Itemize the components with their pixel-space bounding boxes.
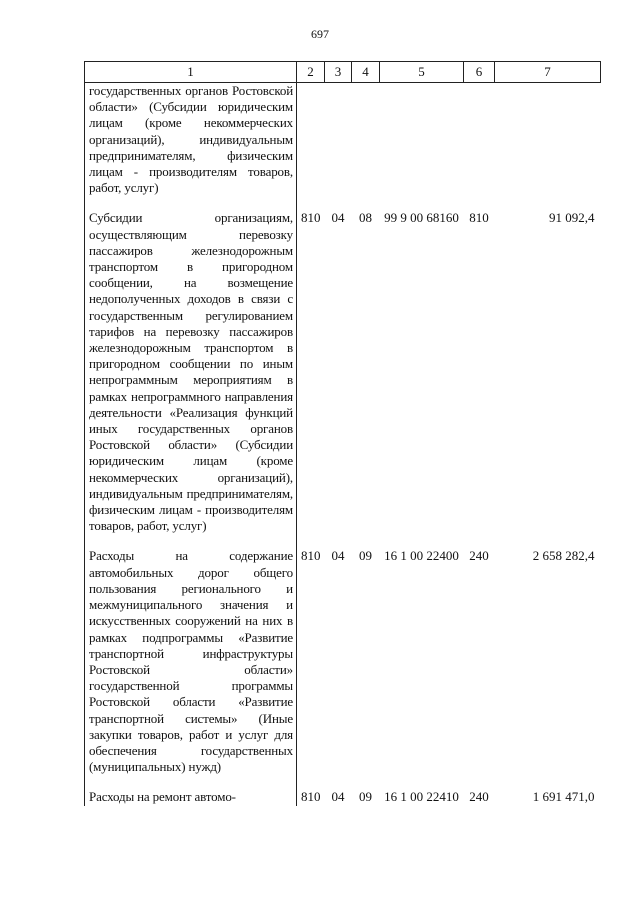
row-code-ministry: 810 bbox=[301, 548, 321, 564]
row-gap bbox=[85, 196, 601, 210]
row-code-subsection: 09 bbox=[359, 789, 372, 805]
row-amount bbox=[495, 83, 601, 197]
row-code-target: 99 9 00 68160 bbox=[384, 210, 459, 226]
row-description: Субсидии организациям, осуществляющим перевозку пассажиров железнодорожным транспортом в пригородном сообщении, на возмещение недополученных доходов в связи с государственным регулированием тарифов на перевозку пассажиров железнодорожным транспортом в пригородном сообщении по иным непрограммным мероприятиям в рамках непрограммного направления деятельности «Реализация функций иных государственных органов Ростовской области» (Субсидии юридическим лицам (кроме некоммерческих организаций), индивидуальным предпринимателям, физическим лицам - производителям товаров, работ, услуг) bbox=[85, 210, 297, 534]
row-code-section: 04 bbox=[331, 548, 345, 564]
row-amount: 91 092,4 bbox=[549, 210, 595, 226]
row-description: Расходы на содержание автомобильных дорог общего пользования регионального и межмуниципального значения и искусственных сооружений на них в рамках подпрограммы «Развитие транспортной инфраструктуры Ростовской области» государственной программы Ростовской области «Развитие транспортной системы» (Иные закупки товаров, работ и услуг для обеспечения государственных (муниципальных) нужд) bbox=[85, 548, 297, 775]
row-code-expense-type: 240 bbox=[469, 789, 489, 805]
row-code-expense-type: 810 bbox=[469, 210, 489, 226]
page-number: 697 bbox=[311, 27, 329, 41]
budget-table bbox=[84, 61, 601, 806]
row-code-section bbox=[325, 83, 352, 197]
table-row bbox=[85, 548, 601, 775]
row-code-target: 16 1 00 22410 bbox=[384, 789, 459, 805]
row-code-target bbox=[380, 83, 464, 197]
row-code-expense-type: 240 bbox=[469, 548, 489, 564]
row-code-section: 04 bbox=[331, 789, 345, 805]
header-col-2: 2 bbox=[297, 62, 325, 83]
table-row bbox=[85, 210, 601, 534]
row-code-subsection: 08 bbox=[359, 210, 372, 226]
header-col-7: 7 bbox=[495, 62, 601, 83]
row-gap bbox=[85, 775, 601, 789]
table-row bbox=[85, 789, 601, 805]
row-code-section: 04 bbox=[331, 210, 345, 226]
row-amount: 2 658 282,4 bbox=[532, 548, 595, 564]
row-amount: 1 691 471,0 bbox=[532, 789, 595, 805]
row-description: Расходы на ремонт автомо- bbox=[85, 789, 297, 805]
row-code-expense-type bbox=[464, 83, 495, 197]
header-col-4: 4 bbox=[352, 62, 380, 83]
header-col-5: 5 bbox=[380, 62, 464, 83]
row-gap bbox=[85, 534, 601, 548]
row-code-ministry: 810 bbox=[301, 210, 321, 226]
row-code-subsection bbox=[352, 83, 380, 197]
row-code-ministry bbox=[297, 83, 325, 197]
header-col-6: 6 bbox=[464, 62, 495, 83]
header-col-1: 1 bbox=[85, 62, 297, 83]
table-header-row bbox=[85, 62, 601, 83]
row-description: государственных органов Ростовской области» (Субсидии юридическим лицам (кроме некоммерческих организаций), индивидуальным предпринимателям, физическим лицам - производителям товаров, работ, услуг) bbox=[85, 83, 297, 197]
header-col-3: 3 bbox=[325, 62, 352, 83]
row-code-subsection: 09 bbox=[359, 548, 372, 564]
table-row bbox=[85, 83, 601, 197]
row-code-ministry: 810 bbox=[301, 789, 321, 805]
row-code-target: 16 1 00 22400 bbox=[384, 548, 459, 564]
